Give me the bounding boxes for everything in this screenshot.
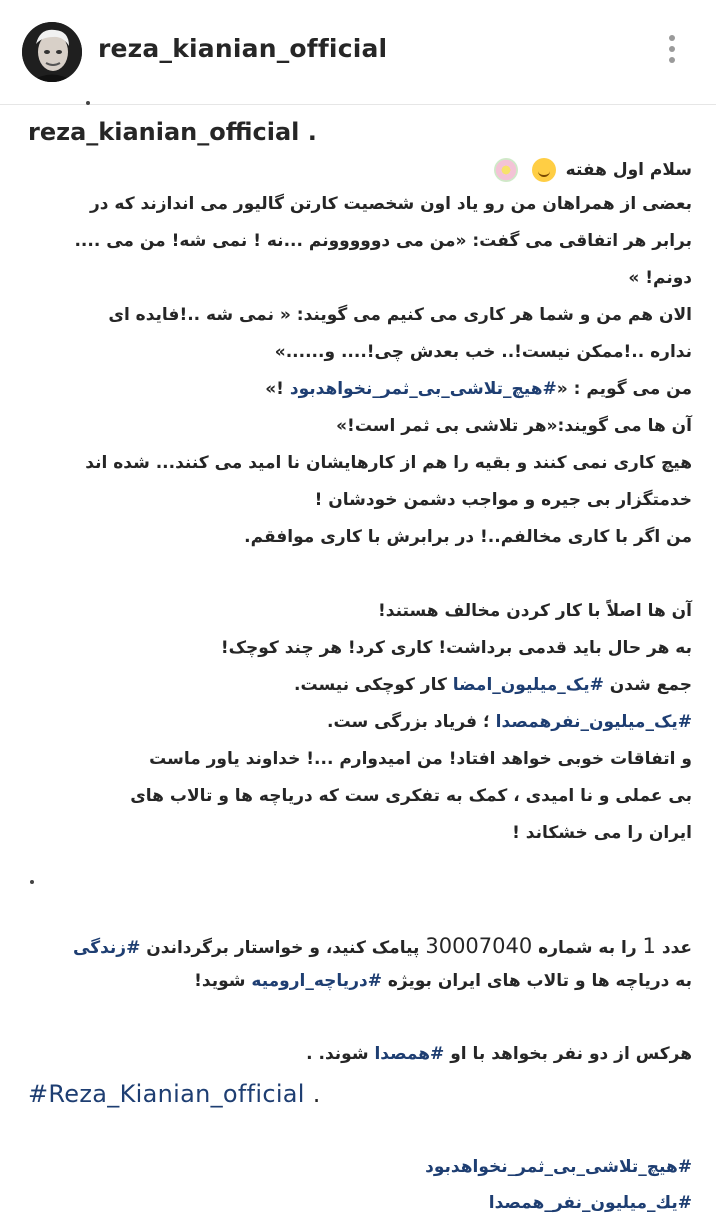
caption-line: بی عملی و نا امیدی ، کمک به تفکری ست که دریاچه ها و تالاب های xyxy=(130,786,692,806)
post-header xyxy=(0,0,716,105)
avatar[interactable] xyxy=(22,22,82,82)
hashtag-link[interactable]: #یك_میلیون_نفر_همصدا xyxy=(488,1193,692,1213)
hashtag-link[interactable]: #زندگی xyxy=(73,938,141,958)
line-text: شوند. . xyxy=(306,1044,375,1064)
greeting-text: سلام اول هفته xyxy=(565,160,692,180)
line-text: به دریاچه ها و تالاب های ایران بویژه xyxy=(381,971,692,991)
caption-line: آن ها اصلاً با کار کردن مخالف هستند! xyxy=(378,601,692,621)
line-text: جمع شدن xyxy=(603,675,692,695)
caption-line-hashtag xyxy=(489,1193,692,1213)
line-text: من می گویم : « xyxy=(556,379,692,399)
sms-code: 1 xyxy=(642,934,656,958)
avatar-portrait-icon xyxy=(22,22,82,82)
line-text: کار کوچکی نیست. xyxy=(294,675,453,695)
line-text: را به شماره xyxy=(532,938,643,958)
line-text: !» xyxy=(265,379,290,399)
caption-username[interactable]: reza_kianian_official . xyxy=(28,118,317,146)
divider-dot xyxy=(86,101,90,105)
caption-line-sms xyxy=(73,934,692,958)
sms-number: 30007040 xyxy=(425,934,533,958)
caption-line: ایران را می خشکاند ! xyxy=(512,823,692,843)
hashtag-link[interactable]: #یک_میلیون_نفرهمصدا xyxy=(495,712,692,732)
official-hashtag-text[interactable]: #Reza_Kianian_official xyxy=(28,1080,305,1108)
caption-line: هیچ کاری نمی کنند و بقیه را هم از کارهایشان نا امید می کنند... شده اند xyxy=(85,453,692,473)
caption-line: دونم! » xyxy=(628,268,692,288)
caption-line: برابر هر اتفاقی می گفت: «من می دووووونم ...نه ! نمی شه! من می .... xyxy=(74,231,692,251)
caption-line-hashtag xyxy=(294,675,692,695)
separator-dot xyxy=(30,880,34,884)
smile-emoji-icon xyxy=(532,158,556,182)
caption-line: الان هم من و شما هر کاری می کنیم می گویند: « نمی شه ..!فایده ای xyxy=(108,305,692,325)
caption-line-hashtag xyxy=(327,712,692,732)
caption-line-hashtag xyxy=(194,971,692,991)
hashtag-link[interactable]: #هیچ_تلاشی_بی_ثمر_نخواهدبود xyxy=(425,1157,692,1177)
caption-line-hashtag xyxy=(265,379,692,399)
caption-line: آن ها می گویند:«هر تلاشی بی ثمر است!» xyxy=(336,416,692,436)
line-text: شوید! xyxy=(194,971,252,991)
caption-line-hashtag xyxy=(425,1157,692,1177)
more-dot xyxy=(669,57,675,63)
flower-emoji-icon xyxy=(494,158,518,182)
line-text: ؛ فریاد بزرگی ست. xyxy=(327,712,496,732)
hashtag-link[interactable]: #همصدا xyxy=(374,1044,445,1064)
hashtag-link[interactable]: #هیچ_تلاشی_بی_ثمر_نخواهدبود xyxy=(289,379,557,399)
line-text: پیامک کنید، و خواستار برگرداندن xyxy=(140,938,426,958)
line-text: عدد xyxy=(655,938,692,958)
header-username[interactable]: reza_kianian_official xyxy=(98,34,388,63)
hashtag-link[interactable]: #یک_میلیون_امضا xyxy=(452,675,604,695)
caption-line-hashtag xyxy=(306,1044,692,1064)
caption-line: نداره ..!ممکن نیست!.. خب بعدش چی!.... و......» xyxy=(274,342,692,362)
line-text: هرکس از دو نفر بخواهد با او xyxy=(444,1044,692,1064)
caption-line: من اگر با کاری مخالفم..! در برابرش با کاری موافقم. xyxy=(244,527,692,547)
caption-line: بعضی از همراهان من رو یاد اون شخصیت کارتن گالیور می اندازند که در xyxy=(89,194,692,214)
caption-line: خدمتگزار بی جیره و مواجب دشمن خودشان ! xyxy=(314,490,692,510)
caption-line: به هر حال باید قدمی برداشت! کاری کرد! هر چند کوچک! xyxy=(220,638,692,658)
official-hashtag-link[interactable]: #Reza_Kianian_official . xyxy=(28,1080,321,1108)
more-dot xyxy=(669,46,675,52)
caption-username-text[interactable]: reza_kianian_official xyxy=(28,118,300,146)
caption-greeting-line xyxy=(490,158,692,182)
caption-line: و اتفاقات خوبی خواهد افتاد! من امیدوارم ...! خداوند یاور ماست xyxy=(149,749,692,769)
more-options-button[interactable] xyxy=(660,30,684,74)
more-vertical-icon xyxy=(669,35,675,41)
hashtag-link[interactable]: #دریاچه_ارومیه xyxy=(251,971,382,991)
